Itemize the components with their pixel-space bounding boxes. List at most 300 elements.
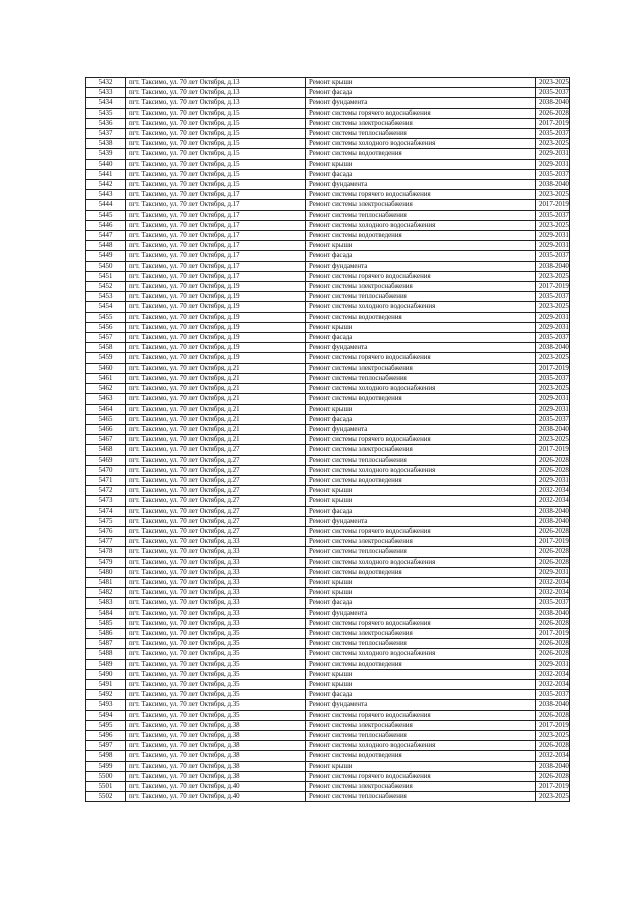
work-type-cell: Ремонт системы горячего водоснабжения	[306, 526, 536, 536]
work-type-cell: Ремонт фасада	[306, 88, 536, 98]
address-cell: пгт. Таксимо, ул. 70 лет Октября, д.17	[126, 200, 306, 210]
row-number-cell: 5490	[86, 669, 126, 679]
work-type-cell: Ремонт системы водоотведения	[306, 312, 536, 322]
table-row	[86, 496, 570, 506]
row-number-cell: 5498	[86, 751, 126, 761]
repair-schedule-table	[85, 77, 570, 802]
row-number-cell: 5477	[86, 537, 126, 547]
address-cell: пгт. Таксимо, ул. 70 лет Октября, д.21	[126, 363, 306, 373]
table-row	[86, 190, 570, 200]
period-cell: 2032-2034	[536, 669, 570, 679]
period-cell: 2038-2040	[536, 700, 570, 710]
table-row	[86, 271, 570, 281]
table-row	[86, 88, 570, 98]
table-row	[86, 98, 570, 108]
period-cell: 2032-2034	[536, 751, 570, 761]
address-cell: пгт. Таксимо, ул. 70 лет Октября, д.21	[126, 394, 306, 404]
row-number-cell: 5495	[86, 720, 126, 730]
work-type-cell: Ремонт фундамента	[306, 516, 536, 526]
work-type-cell: Ремонт крыши	[306, 404, 536, 414]
work-type-cell: Ремонт фасада	[306, 598, 536, 608]
row-number-cell: 5440	[86, 159, 126, 169]
address-cell: пгт. Таксимо, ул. 70 лет Октября, д.38	[126, 741, 306, 751]
address-cell: пгт. Таксимо, ул. 70 лет Октября, д.19	[126, 282, 306, 292]
period-cell: 2026-2028	[536, 108, 570, 118]
work-type-cell: Ремонт системы горячего водоснабжения	[306, 353, 536, 363]
work-type-cell: Ремонт системы электроснабжения	[306, 118, 536, 128]
period-cell: 2038-2040	[536, 506, 570, 516]
period-cell: 2026-2028	[536, 649, 570, 659]
address-cell: пгт. Таксимо, ул. 70 лет Октября, д.27	[126, 486, 306, 496]
table-row	[86, 292, 570, 302]
row-number-cell: 5486	[86, 628, 126, 638]
table-row	[86, 557, 570, 567]
table-row	[86, 751, 570, 761]
address-cell: пгт. Таксимо, ул. 70 лет Октября, д.21	[126, 414, 306, 424]
table-row	[86, 139, 570, 149]
row-number-cell: 5468	[86, 445, 126, 455]
period-cell: 2032-2034	[536, 679, 570, 689]
address-cell: пгт. Таксимо, ул. 70 лет Октября, д.15	[126, 159, 306, 169]
row-number-cell: 5437	[86, 129, 126, 139]
address-cell: пгт. Таксимо, ул. 70 лет Октября, д.33	[126, 588, 306, 598]
row-number-cell: 5457	[86, 333, 126, 343]
address-cell: пгт. Таксимо, ул. 70 лет Октября, д.17	[126, 271, 306, 281]
address-cell: пгт. Таксимо, ул. 70 лет Октября, д.38	[126, 751, 306, 761]
work-type-cell: Ремонт системы водоотведения	[306, 659, 536, 669]
table-row	[86, 506, 570, 516]
table-row	[86, 465, 570, 475]
address-cell: пгт. Таксимо, ул. 70 лет Октября, д.27	[126, 475, 306, 485]
work-type-cell: Ремонт системы холодного водоснабжения	[306, 384, 536, 394]
table-row	[86, 475, 570, 485]
row-number-cell: 5444	[86, 200, 126, 210]
address-cell: пгт. Таксимо, ул. 70 лет Октября, д.33	[126, 557, 306, 567]
work-type-cell: Ремонт системы горячего водоснабжения	[306, 771, 536, 781]
row-number-cell: 5485	[86, 618, 126, 628]
row-number-cell: 5482	[86, 588, 126, 598]
address-cell: пгт. Таксимо, ул. 70 лет Октября, д.40	[126, 782, 306, 792]
row-number-cell: 5455	[86, 312, 126, 322]
row-number-cell: 5453	[86, 292, 126, 302]
row-number-cell: 5483	[86, 598, 126, 608]
row-number-cell: 5484	[86, 608, 126, 618]
period-cell: 2017-2019	[536, 537, 570, 547]
work-type-cell: Ремонт системы горячего водоснабжения	[306, 435, 536, 445]
work-type-cell: Ремонт системы водоотведения	[306, 231, 536, 241]
address-cell: пгт. Таксимо, ул. 70 лет Октября, д.13	[126, 98, 306, 108]
work-type-cell: Ремонт системы холодного водоснабжения	[306, 465, 536, 475]
address-cell: пгт. Таксимо, ул. 70 лет Октября, д.19	[126, 343, 306, 353]
work-type-cell: Ремонт системы горячего водоснабжения	[306, 710, 536, 720]
table-row	[86, 547, 570, 557]
period-cell: 2035-2037	[536, 690, 570, 700]
work-type-cell: Ремонт крыши	[306, 486, 536, 496]
table-row	[86, 526, 570, 536]
row-number-cell: 5443	[86, 190, 126, 200]
period-cell: 2026-2028	[536, 557, 570, 567]
table-row	[86, 231, 570, 241]
period-cell: 2038-2040	[536, 261, 570, 271]
table-row	[86, 608, 570, 618]
table-row	[86, 598, 570, 608]
table-row	[86, 241, 570, 251]
period-cell: 2035-2037	[536, 598, 570, 608]
row-number-cell: 5480	[86, 567, 126, 577]
table-row	[86, 312, 570, 322]
table-row	[86, 455, 570, 465]
row-number-cell: 5488	[86, 649, 126, 659]
address-cell: пгт. Таксимо, ул. 70 лет Октября, д.13	[126, 78, 306, 88]
address-cell: пгт. Таксимо, ул. 70 лет Октября, д.19	[126, 353, 306, 363]
work-type-cell: Ремонт крыши	[306, 577, 536, 587]
row-number-cell: 5439	[86, 149, 126, 159]
address-cell: пгт. Таксимо, ул. 70 лет Октября, д.33	[126, 608, 306, 618]
address-cell: пгт. Таксимо, ул. 70 лет Октября, д.21	[126, 404, 306, 414]
table-row	[86, 588, 570, 598]
work-type-cell: Ремонт системы водоотведения	[306, 475, 536, 485]
period-cell: 2023-2025	[536, 384, 570, 394]
table-row	[86, 761, 570, 771]
table-row	[86, 700, 570, 710]
address-cell: пгт. Таксимо, ул. 70 лет Октября, д.27	[126, 496, 306, 506]
row-number-cell: 5450	[86, 261, 126, 271]
row-number-cell: 5460	[86, 363, 126, 373]
period-cell: 2038-2040	[536, 180, 570, 190]
table-row	[86, 118, 570, 128]
address-cell: пгт. Таксимо, ул. 70 лет Октября, д.33	[126, 598, 306, 608]
work-type-cell: Ремонт крыши	[306, 761, 536, 771]
period-cell: 2017-2019	[536, 118, 570, 128]
period-cell: 2038-2040	[536, 516, 570, 526]
period-cell: 2023-2025	[536, 792, 570, 802]
period-cell: 2026-2028	[536, 526, 570, 536]
table-row	[86, 639, 570, 649]
table-row	[86, 628, 570, 638]
row-number-cell: 5472	[86, 486, 126, 496]
work-type-cell: Ремонт системы холодного водоснабжения	[306, 741, 536, 751]
period-cell: 2038-2040	[536, 343, 570, 353]
table-row	[86, 384, 570, 394]
work-type-cell: Ремонт системы горячего водоснабжения	[306, 618, 536, 628]
address-cell: пгт. Таксимо, ул. 70 лет Октября, д.38	[126, 731, 306, 741]
period-cell: 2026-2028	[536, 639, 570, 649]
address-cell: пгт. Таксимо, ул. 70 лет Октября, д.13	[126, 88, 306, 98]
address-cell: пгт. Таксимо, ул. 70 лет Октября, д.33	[126, 618, 306, 628]
address-cell: пгт. Таксимо, ул. 70 лет Октября, д.15	[126, 149, 306, 159]
period-cell: 2035-2037	[536, 129, 570, 139]
address-cell: пгт. Таксимо, ул. 70 лет Октября, д.38	[126, 761, 306, 771]
address-cell: пгт. Таксимо, ул. 70 лет Октября, д.15	[126, 118, 306, 128]
period-cell: 2029-2031	[536, 241, 570, 251]
period-cell: 2023-2025	[536, 435, 570, 445]
work-type-cell: Ремонт крыши	[306, 159, 536, 169]
work-type-cell: Ремонт фундамента	[306, 180, 536, 190]
row-number-cell: 5442	[86, 180, 126, 190]
period-cell: 2029-2031	[536, 394, 570, 404]
table-row	[86, 435, 570, 445]
period-cell: 2029-2031	[536, 322, 570, 332]
address-cell: пгт. Таксимо, ул. 70 лет Октября, д.33	[126, 567, 306, 577]
work-type-cell: Ремонт крыши	[306, 78, 536, 88]
work-type-cell: Ремонт фасада	[306, 251, 536, 261]
row-number-cell: 5497	[86, 741, 126, 751]
address-cell: пгт. Таксимо, ул. 70 лет Октября, д.27	[126, 455, 306, 465]
row-number-cell: 5462	[86, 384, 126, 394]
row-number-cell: 5466	[86, 424, 126, 434]
row-number-cell: 5447	[86, 231, 126, 241]
address-cell: пгт. Таксимо, ул. 70 лет Октября, д.21	[126, 435, 306, 445]
table-body	[86, 78, 570, 802]
row-number-cell: 5501	[86, 782, 126, 792]
period-cell: 2029-2031	[536, 159, 570, 169]
work-type-cell: Ремонт системы водоотведения	[306, 567, 536, 577]
work-type-cell: Ремонт системы холодного водоснабжения	[306, 139, 536, 149]
table-row	[86, 618, 570, 628]
work-type-cell: Ремонт системы электроснабжения	[306, 537, 536, 547]
period-cell: 2026-2028	[536, 618, 570, 628]
row-number-cell: 5435	[86, 108, 126, 118]
period-cell: 2035-2037	[536, 88, 570, 98]
work-type-cell: Ремонт крыши	[306, 322, 536, 332]
address-cell: пгт. Таксимо, ул. 70 лет Октября, д.38	[126, 771, 306, 781]
row-number-cell: 5502	[86, 792, 126, 802]
period-cell: 2035-2037	[536, 333, 570, 343]
work-type-cell: Ремонт системы холодного водоснабжения	[306, 220, 536, 230]
period-cell: 2029-2031	[536, 567, 570, 577]
period-cell: 2023-2025	[536, 220, 570, 230]
address-cell: пгт. Таксимо, ул. 70 лет Октября, д.33	[126, 547, 306, 557]
work-type-cell: Ремонт системы теплоснабжения	[306, 639, 536, 649]
period-cell: 2029-2031	[536, 404, 570, 414]
table-row	[86, 363, 570, 373]
work-type-cell: Ремонт крыши	[306, 496, 536, 506]
row-number-cell: 5464	[86, 404, 126, 414]
address-cell: пгт. Таксимо, ул. 70 лет Октября, д.33	[126, 577, 306, 587]
table-row	[86, 394, 570, 404]
address-cell: пгт. Таксимо, ул. 70 лет Октября, д.19	[126, 292, 306, 302]
table-row	[86, 649, 570, 659]
table-row	[86, 731, 570, 741]
work-type-cell: Ремонт системы теплоснабжения	[306, 731, 536, 741]
table-row	[86, 659, 570, 669]
address-cell: пгт. Таксимо, ул. 70 лет Октября, д.17	[126, 220, 306, 230]
table-row	[86, 282, 570, 292]
row-number-cell: 5438	[86, 139, 126, 149]
table-row	[86, 577, 570, 587]
table-row	[86, 373, 570, 383]
period-cell: 2023-2025	[536, 271, 570, 281]
period-cell: 2023-2025	[536, 78, 570, 88]
period-cell: 2026-2028	[536, 741, 570, 751]
work-type-cell: Ремонт системы электроснабжения	[306, 200, 536, 210]
table-row	[86, 159, 570, 169]
row-number-cell: 5489	[86, 659, 126, 669]
address-cell: пгт. Таксимо, ул. 70 лет Октября, д.40	[126, 792, 306, 802]
table-row	[86, 720, 570, 730]
address-cell: пгт. Таксимо, ул. 70 лет Октября, д.35	[126, 710, 306, 720]
address-cell: пгт. Таксимо, ул. 70 лет Октября, д.17	[126, 241, 306, 251]
period-cell: 2026-2028	[536, 465, 570, 475]
period-cell: 2023-2025	[536, 731, 570, 741]
row-number-cell: 5494	[86, 710, 126, 720]
row-number-cell: 5500	[86, 771, 126, 781]
work-type-cell: Ремонт фундамента	[306, 261, 536, 271]
address-cell: пгт. Таксимо, ул. 70 лет Октября, д.19	[126, 322, 306, 332]
address-cell: пгт. Таксимо, ул. 70 лет Октября, д.21	[126, 424, 306, 434]
address-cell: пгт. Таксимо, ул. 70 лет Октября, д.17	[126, 231, 306, 241]
table-row	[86, 353, 570, 363]
table-row	[86, 302, 570, 312]
work-type-cell: Ремонт фундамента	[306, 608, 536, 618]
row-number-cell: 5436	[86, 118, 126, 128]
address-cell: пгт. Таксимо, ул. 70 лет Октября, д.35	[126, 628, 306, 638]
address-cell: пгт. Таксимо, ул. 70 лет Октября, д.38	[126, 720, 306, 730]
address-cell: пгт. Таксимо, ул. 70 лет Октября, д.19	[126, 302, 306, 312]
period-cell: 2029-2031	[536, 149, 570, 159]
period-cell: 2035-2037	[536, 169, 570, 179]
address-cell: пгт. Таксимо, ул. 70 лет Октября, д.15	[126, 139, 306, 149]
row-number-cell: 5481	[86, 577, 126, 587]
period-cell: 2023-2025	[536, 139, 570, 149]
row-number-cell: 5487	[86, 639, 126, 649]
address-cell: пгт. Таксимо, ул. 70 лет Октября, д.35	[126, 690, 306, 700]
work-type-cell: Ремонт системы теплоснабжения	[306, 292, 536, 302]
period-cell: 2032-2034	[536, 496, 570, 506]
period-cell: 2017-2019	[536, 782, 570, 792]
row-number-cell: 5459	[86, 353, 126, 363]
period-cell: 2023-2025	[536, 353, 570, 363]
table-row	[86, 782, 570, 792]
work-type-cell: Ремонт фасада	[306, 333, 536, 343]
table-row	[86, 414, 570, 424]
work-type-cell: Ремонт системы теплоснабжения	[306, 373, 536, 383]
table-row	[86, 741, 570, 751]
table-row	[86, 251, 570, 261]
work-type-cell: Ремонт системы электроснабжения	[306, 282, 536, 292]
period-cell: 2038-2040	[536, 761, 570, 771]
period-cell: 2029-2031	[536, 659, 570, 669]
table-row	[86, 169, 570, 179]
work-type-cell: Ремонт системы холодного водоснабжения	[306, 649, 536, 659]
row-number-cell: 5469	[86, 455, 126, 465]
work-type-cell: Ремонт фундамента	[306, 343, 536, 353]
row-number-cell: 5467	[86, 435, 126, 445]
period-cell: 2017-2019	[536, 720, 570, 730]
work-type-cell: Ремонт системы водоотведения	[306, 149, 536, 159]
work-type-cell: Ремонт системы горячего водоснабжения	[306, 108, 536, 118]
work-type-cell: Ремонт фундамента	[306, 700, 536, 710]
row-number-cell: 5458	[86, 343, 126, 353]
work-type-cell: Ремонт фасада	[306, 690, 536, 700]
address-cell: пгт. Таксимо, ул. 70 лет Октября, д.35	[126, 639, 306, 649]
period-cell: 2035-2037	[536, 292, 570, 302]
address-cell: пгт. Таксимо, ул. 70 лет Октября, д.27	[126, 516, 306, 526]
address-cell: пгт. Таксимо, ул. 70 лет Октября, д.27	[126, 465, 306, 475]
period-cell: 2023-2025	[536, 190, 570, 200]
table-row	[86, 108, 570, 118]
row-number-cell: 5499	[86, 761, 126, 771]
period-cell: 2035-2037	[536, 414, 570, 424]
table-row	[86, 261, 570, 271]
work-type-cell: Ремонт фасада	[306, 506, 536, 516]
row-number-cell: 5478	[86, 547, 126, 557]
period-cell: 2035-2037	[536, 251, 570, 261]
row-number-cell: 5461	[86, 373, 126, 383]
row-number-cell: 5452	[86, 282, 126, 292]
address-cell: пгт. Таксимо, ул. 70 лет Октября, д.15	[126, 180, 306, 190]
table-row	[86, 669, 570, 679]
work-type-cell: Ремонт системы электроснабжения	[306, 782, 536, 792]
row-number-cell: 5496	[86, 731, 126, 741]
work-type-cell: Ремонт системы горячего водоснабжения	[306, 271, 536, 281]
address-cell: пгт. Таксимо, ул. 70 лет Октября, д.33	[126, 537, 306, 547]
table-row	[86, 129, 570, 139]
period-cell: 2023-2025	[536, 302, 570, 312]
row-number-cell: 5479	[86, 557, 126, 567]
work-type-cell: Ремонт системы электроснабжения	[306, 363, 536, 373]
period-cell: 2017-2019	[536, 363, 570, 373]
table-row	[86, 180, 570, 190]
table-row	[86, 78, 570, 88]
address-cell: пгт. Таксимо, ул. 70 лет Октября, д.35	[126, 659, 306, 669]
period-cell: 2017-2019	[536, 282, 570, 292]
work-type-cell: Ремонт крыши	[306, 679, 536, 689]
row-number-cell: 5448	[86, 241, 126, 251]
period-cell: 2026-2028	[536, 771, 570, 781]
table-row	[86, 679, 570, 689]
address-cell: пгт. Таксимо, ул. 70 лет Октября, д.27	[126, 445, 306, 455]
work-type-cell: Ремонт крыши	[306, 241, 536, 251]
address-cell: пгт. Таксимо, ул. 70 лет Октября, д.35	[126, 700, 306, 710]
row-number-cell: 5432	[86, 78, 126, 88]
period-cell: 2032-2034	[536, 588, 570, 598]
work-type-cell: Ремонт системы теплоснабжения	[306, 455, 536, 465]
period-cell: 2026-2028	[536, 547, 570, 557]
row-number-cell: 5470	[86, 465, 126, 475]
row-number-cell: 5492	[86, 690, 126, 700]
work-type-cell: Ремонт системы теплоснабжения	[306, 792, 536, 802]
table-row	[86, 690, 570, 700]
table-row	[86, 516, 570, 526]
address-cell: пгт. Таксимо, ул. 70 лет Октября, д.15	[126, 108, 306, 118]
work-type-cell: Ремонт системы водоотведения	[306, 751, 536, 761]
period-cell: 2032-2034	[536, 486, 570, 496]
row-number-cell: 5433	[86, 88, 126, 98]
period-cell: 2038-2040	[536, 424, 570, 434]
table-row	[86, 537, 570, 547]
table-row	[86, 567, 570, 577]
address-cell: пгт. Таксимо, ул. 70 лет Октября, д.15	[126, 129, 306, 139]
table-row	[86, 220, 570, 230]
work-type-cell: Ремонт системы водоотведения	[306, 394, 536, 404]
row-number-cell: 5463	[86, 394, 126, 404]
period-cell: 2032-2034	[536, 577, 570, 587]
work-type-cell: Ремонт системы теплоснабжения	[306, 547, 536, 557]
row-number-cell: 5454	[86, 302, 126, 312]
period-cell: 2017-2019	[536, 628, 570, 638]
period-cell: 2035-2037	[536, 210, 570, 220]
table-row	[86, 149, 570, 159]
address-cell: пгт. Таксимо, ул. 70 лет Октября, д.19	[126, 333, 306, 343]
work-type-cell: Ремонт фасада	[306, 169, 536, 179]
period-cell: 2017-2019	[536, 445, 570, 455]
row-number-cell: 5465	[86, 414, 126, 424]
row-number-cell: 5493	[86, 700, 126, 710]
work-type-cell: Ремонт системы холодного водоснабжения	[306, 302, 536, 312]
row-number-cell: 5445	[86, 210, 126, 220]
table-row	[86, 343, 570, 353]
